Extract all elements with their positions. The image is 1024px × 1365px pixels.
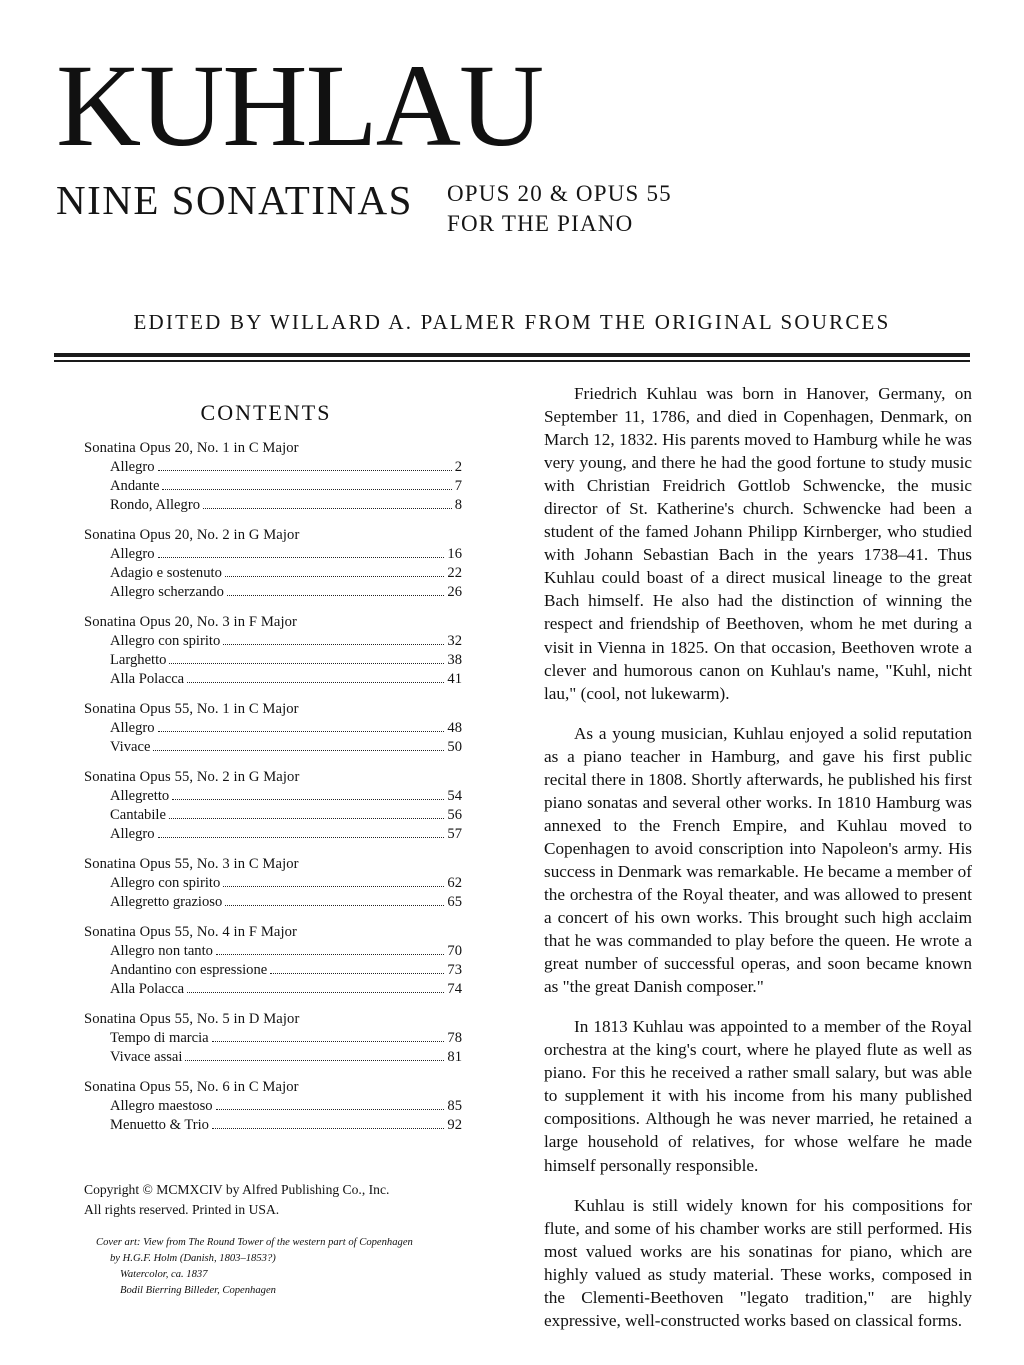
- toc-entry-page: 73: [447, 962, 462, 978]
- biography-paragraph: As a young musician, Kuhlau enjoyed a solid reputation as a piano teacher in Hamburg, and gave his first public recital there in 1808. Shortly afterwards, he published his first piano sonatas and several other works. In 1810 Hamburg was annexed to the French Empire, and Kuhlau moved to Copenhagen to avoid conscription into Napoleon's army. His success in Denmark was remarkable. He became a member of the orchestra of the Royal theater, and was allowed to present a concert of his own works. This brought such high acclaim that he was commanded to play before the queen. He wrote a great number of successful operas, and soon became known as "the great Danish composer.": [544, 723, 972, 997]
- toc-entry-label: Menuetto & Trio: [110, 1117, 209, 1133]
- toc-entry-label: Allegro: [110, 546, 155, 562]
- toc-leader-dots: [216, 954, 444, 955]
- header-divider: [54, 353, 970, 362]
- toc-group-title: Sonatina Opus 55, No. 3 in C Major: [84, 856, 299, 872]
- toc-group: [56, 769, 476, 843]
- toc-entry[interactable]: [110, 788, 476, 805]
- contents-heading: CONTENTS: [200, 400, 332, 425]
- toc-entry[interactable]: [110, 981, 476, 998]
- toc-leader-dots: [225, 905, 444, 906]
- toc-entry-label: Adagio e sostenuto: [110, 565, 222, 581]
- toc-entry-label: Andante: [110, 478, 160, 494]
- biography-paragraph: Friedrich Kuhlau was born in Hanover, Germany, on September 11, 1786, and died in Copenhagen, Denmark, on March 12, 1832. His parents moved to Hamburg while he was very young, and there he had the good fortune to study music with Christian Freidrich Gottlob Schwencke, the music director of St. Katherine's church. Schwencke had been a student of the famed Johann Philipp Kirnberger, who studied with Johann Sebastian Bach in the years 1738–41. Thus Kuhlau could boast of a direct musical lineage to the great Bach himself. He also had the distinction of winning the respect and friendship of Beethoven, whom he met during a visit in Vienna in 1825. On that occasion, Beethoven wrote a clever and humorous canon on Kuhlau's name, "Kuhl, nicht lau," (cool, not lukewarm).: [544, 384, 972, 703]
- toc-group-title: Sonatina Opus 20, No. 2 in G Major: [84, 527, 300, 543]
- toc-leader-dots: [162, 489, 451, 490]
- toc-group: [56, 1011, 476, 1066]
- toc-entry-page: 57: [447, 826, 462, 842]
- table-of-contents: [56, 440, 476, 1134]
- copyright-block: [84, 1180, 476, 1219]
- toc-leader-dots: [225, 576, 445, 577]
- toc-entry-label: Allegro scherzando: [110, 584, 224, 600]
- toc-group: [56, 527, 476, 601]
- toc-entry[interactable]: [110, 671, 476, 688]
- toc-entry-page: 74: [447, 981, 462, 997]
- toc-entry[interactable]: [110, 826, 476, 843]
- toc-group: [56, 614, 476, 688]
- biography-column: [544, 382, 972, 1332]
- biography-paragraph: Kuhlau is still widely known for his compositions for flute, and some of his chamber works are still performed. His most valued works are his sonatinas for piano, which are highly valued as study material. These works, composed in the Clementi-Beethoven "legato tradition," are highly expressive, well-constructed works based on classical forms.: [544, 1195, 972, 1330]
- contents-column: [56, 382, 476, 1332]
- divider-thick-rule: [54, 353, 970, 357]
- toc-entry-page: 62: [447, 875, 462, 891]
- toc-leader-dots: [212, 1041, 445, 1042]
- toc-entry[interactable]: [110, 962, 476, 979]
- toc-entry-label: Allegro maestoso: [110, 1098, 213, 1114]
- toc-entry-page: 78: [447, 1030, 462, 1046]
- toc-entry-page: 22: [447, 565, 462, 581]
- divider-thin-rule: [54, 360, 970, 362]
- toc-entry[interactable]: [110, 565, 476, 582]
- toc-entry-page: 81: [447, 1049, 462, 1065]
- toc-leader-dots: [169, 663, 444, 664]
- rights-line: All rights reserved. Printed in USA.: [84, 1201, 280, 1217]
- toc-entry[interactable]: [110, 943, 476, 960]
- toc-entry-page: 85: [447, 1098, 462, 1114]
- subtitle-nine-sonatinas: NINE SONATINAS: [56, 177, 413, 224]
- toc-leader-dots: [153, 750, 444, 751]
- toc-entry[interactable]: [110, 875, 476, 892]
- toc-entry-page: 32: [447, 633, 462, 649]
- toc-leader-dots: [223, 886, 444, 887]
- toc-entry[interactable]: [110, 894, 476, 911]
- toc-entry-label: Alla Polacca: [110, 981, 185, 997]
- toc-entry[interactable]: [110, 633, 476, 650]
- toc-entry-page: 56: [447, 807, 462, 823]
- page-title: KUHLAU: [56, 40, 543, 171]
- toc-entry-label: Larghetto: [110, 652, 167, 668]
- toc-entry[interactable]: [110, 459, 476, 476]
- toc-entry-label: Allegro non tanto: [110, 943, 213, 959]
- toc-entry-page: 16: [447, 546, 462, 562]
- toc-entry[interactable]: [110, 546, 476, 563]
- toc-group-title: Sonatina Opus 55, No. 6 in C Major: [84, 1079, 299, 1095]
- cover-art-line-3: Watercolor, ca. 1837: [120, 1269, 208, 1281]
- biography-paragraph: In 1813 Kuhlau was appointed to a member of the Royal orchestra at the king's court, where he played flute as well as piano. For this he received a rather small salary, but was able to supplement it with his income from his many published compositions. Although he was never married, he retained a large household of relatives, for whose welfare he made himself personally responsible.: [544, 1017, 972, 1175]
- subtitle-instrument-line: FOR THE PIANO: [446, 211, 634, 237]
- toc-leader-dots: [227, 595, 445, 596]
- editor-credit: EDITED BY WILLARD A. PALMER FROM THE ORIGINAL SOURCES: [133, 310, 891, 334]
- toc-leader-dots: [169, 818, 444, 819]
- cover-art-credit: [96, 1235, 476, 1299]
- toc-leader-dots: [212, 1128, 444, 1129]
- toc-leader-dots: [187, 992, 444, 993]
- cover-art-line-1: Cover art: View from The Round Tower of the western part of Copenhagen: [96, 1237, 413, 1249]
- toc-entry-label: Rondo, Allegro: [110, 497, 200, 513]
- toc-leader-dots: [158, 470, 452, 471]
- toc-leader-dots: [203, 508, 452, 509]
- toc-entry-label: Vivace: [110, 739, 151, 755]
- toc-leader-dots: [185, 1060, 444, 1061]
- toc-entry[interactable]: [110, 584, 476, 601]
- cover-art-line-4: Bodil Bierring Billeder, Copenhagen: [120, 1285, 276, 1297]
- toc-entry-label: Tempo di marcia: [110, 1030, 209, 1046]
- toc-entry-label: Allegro con spirito: [110, 633, 221, 649]
- toc-group-title: Sonatina Opus 55, No. 2 in G Major: [84, 769, 300, 785]
- toc-entry-label: Vivace assai: [110, 1049, 183, 1065]
- toc-group-title: Sonatina Opus 55, No. 1 in C Major: [84, 701, 299, 717]
- toc-group: [56, 924, 476, 998]
- subtitle-opus-block: [447, 179, 672, 240]
- toc-entry-label: Alla Polacca: [110, 671, 185, 687]
- toc-entry[interactable]: [110, 1117, 476, 1134]
- toc-entry-label: Cantabile: [110, 807, 166, 823]
- toc-leader-dots: [158, 837, 445, 838]
- toc-leader-dots: [187, 682, 444, 683]
- toc-entry-label: Andantino con espressione: [110, 962, 268, 978]
- toc-group: [56, 856, 476, 911]
- toc-leader-dots: [158, 731, 445, 732]
- toc-group-title: Sonatina Opus 20, No. 1 in C Major: [84, 440, 299, 456]
- toc-entry-label: Allegro: [110, 459, 155, 475]
- toc-group-title: Sonatina Opus 55, No. 5 in D Major: [84, 1011, 300, 1027]
- toc-entry-page: 48: [447, 720, 462, 736]
- subtitle-opus-line: OPUS 20 & OPUS 55: [446, 181, 672, 207]
- body-columns: [56, 382, 972, 1332]
- subtitle-row: [56, 176, 968, 240]
- masthead: [56, 40, 968, 240]
- cover-art-line-2: by H.G.F. Holm (Danish, 1803–1853?): [110, 1253, 276, 1265]
- toc-entry-page: 41: [447, 671, 462, 687]
- toc-entry-label: Allegretto grazioso: [110, 894, 223, 910]
- toc-leader-dots: [270, 973, 444, 974]
- toc-entry[interactable]: [110, 1030, 476, 1047]
- toc-entry-page: 70: [447, 943, 462, 959]
- toc-leader-dots: [172, 799, 444, 800]
- toc-group: [56, 440, 476, 514]
- toc-leader-dots: [158, 557, 445, 558]
- toc-entry[interactable]: [110, 652, 476, 669]
- toc-entry-page: 92: [447, 1117, 462, 1133]
- toc-leader-dots: [223, 644, 444, 645]
- toc-entry[interactable]: [110, 497, 476, 514]
- toc-group-title: Sonatina Opus 55, No. 4 in F Major: [84, 924, 297, 940]
- toc-group-title: Sonatina Opus 20, No. 3 in F Major: [84, 614, 297, 630]
- toc-entry-label: Allegro: [110, 826, 155, 842]
- toc-entry-page: 65: [447, 894, 462, 910]
- toc-entry-page: 7: [454, 478, 462, 494]
- toc-entry[interactable]: [110, 720, 476, 737]
- toc-entry-page: 54: [447, 788, 462, 804]
- biography-text: [544, 382, 972, 1332]
- toc-group: [56, 1079, 476, 1134]
- toc-entry-page: 38: [447, 652, 462, 668]
- toc-entry[interactable]: [110, 807, 476, 824]
- toc-entry[interactable]: [110, 1049, 476, 1066]
- toc-entry-page: 8: [454, 497, 462, 513]
- toc-entry[interactable]: [110, 478, 476, 495]
- toc-entry-label: Allegretto: [110, 788, 170, 804]
- toc-entry-label: Allegro con spirito: [110, 875, 221, 891]
- toc-group: [56, 701, 476, 756]
- toc-leader-dots: [216, 1109, 445, 1110]
- toc-entry-page: 26: [447, 584, 462, 600]
- toc-entry-page: 50: [447, 739, 462, 755]
- toc-entry[interactable]: [110, 739, 476, 756]
- toc-entry-label: Allegro: [110, 720, 155, 736]
- toc-entry[interactable]: [110, 1098, 476, 1115]
- copyright-line: Copyright © MCMXCIV by Alfred Publishing Co., Inc.: [84, 1182, 390, 1197]
- toc-entry-page: 2: [454, 459, 462, 475]
